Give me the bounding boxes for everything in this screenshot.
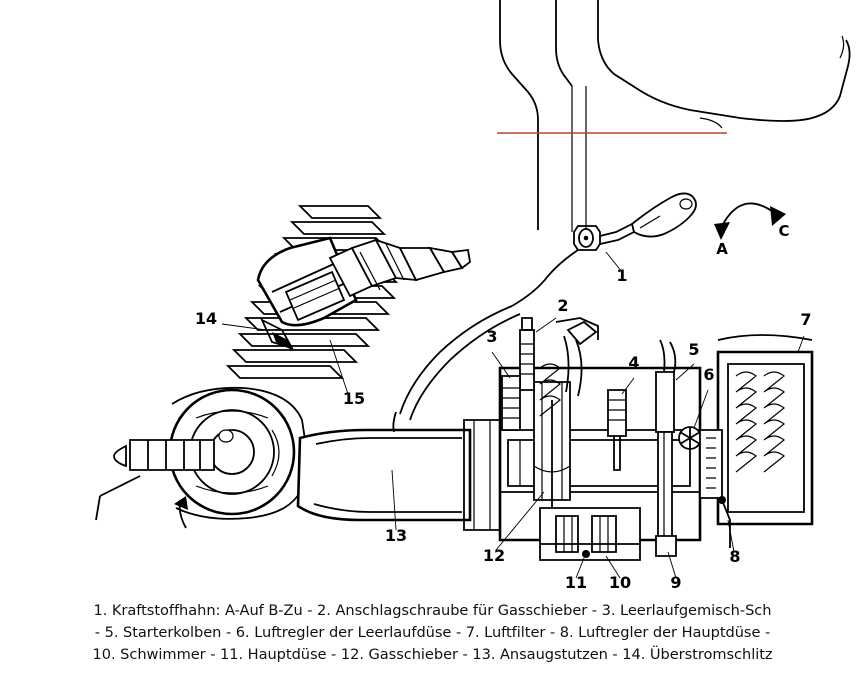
callout-2: 2 bbox=[557, 296, 569, 315]
intake-manifold bbox=[298, 420, 500, 530]
callout-5: 5 bbox=[688, 340, 700, 359]
caption-line-1: 1. Kraftstoffhahn: A-Auf B-Zu - 2. Anschlagschraube für Gasschieber - 3. Leerlaufgemisch-Sch bbox=[93, 602, 772, 619]
air-filter bbox=[700, 335, 812, 548]
rotation-arrows bbox=[714, 203, 786, 240]
air-regulator-main-jet bbox=[679, 427, 701, 449]
callout-a: A bbox=[716, 240, 728, 258]
caption-line-3: 10. Schwimmer - 11. Hauptdüse - 12. Gasschieber - 13. Ansaugstutzen - 14. Überstromschlitz bbox=[92, 646, 773, 663]
callout-7: 7 bbox=[800, 310, 812, 329]
spark-plug bbox=[330, 240, 470, 296]
callout-c: C bbox=[778, 222, 790, 240]
caption-line-2: - 5. Starterkolben - 6. Luftregler der Leerlaufdüse - 7. Luftfilter - 8. Luftregler der Hauptdüse - bbox=[94, 624, 771, 641]
callout-13: 13 bbox=[384, 526, 408, 545]
callout-3: 3 bbox=[486, 327, 498, 346]
callout-1: 1 bbox=[616, 266, 628, 285]
callout-6: 6 bbox=[703, 365, 715, 384]
callout-10: 10 bbox=[608, 573, 632, 592]
callout-15: 15 bbox=[342, 389, 366, 408]
figure-caption bbox=[0, 600, 865, 666]
callout-11: 11 bbox=[564, 573, 588, 592]
callout-8: 8 bbox=[729, 547, 741, 566]
callout-9: 9 bbox=[670, 573, 682, 592]
carburettor-body bbox=[500, 318, 701, 560]
callout-12: 12 bbox=[482, 546, 506, 565]
callout-4: 4 bbox=[628, 353, 640, 372]
callout-14: 14 bbox=[194, 309, 218, 328]
fuel-tap-assembly bbox=[512, 193, 696, 306]
crankcase-flywheel bbox=[96, 388, 306, 528]
